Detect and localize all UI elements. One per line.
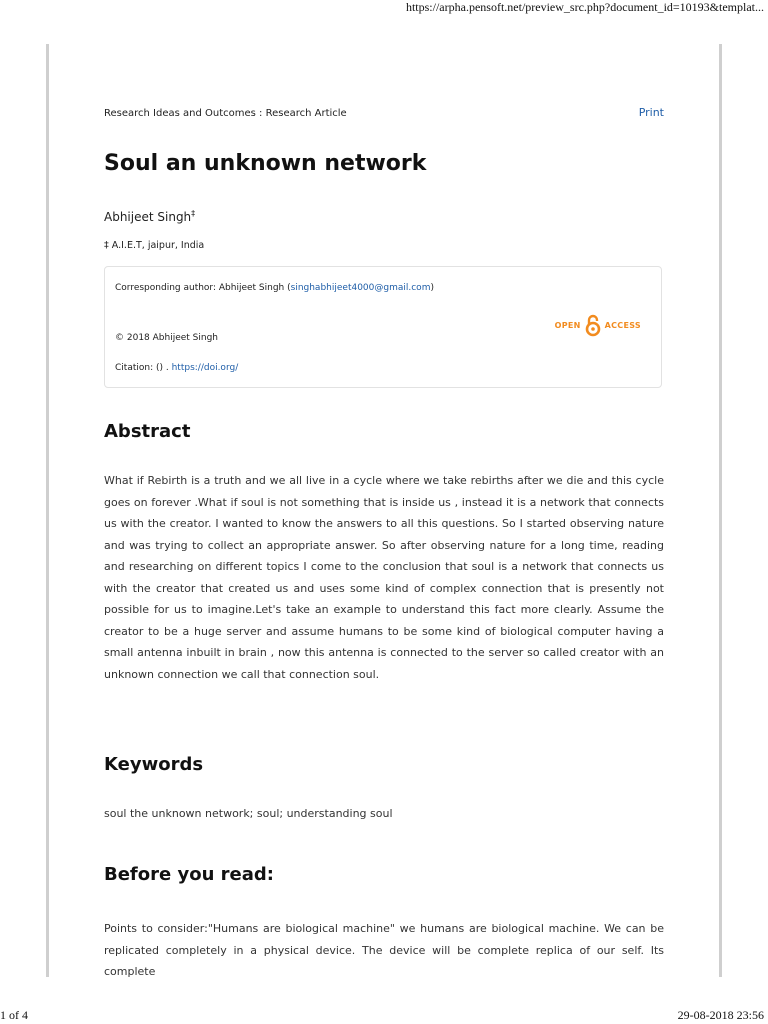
open-access-badge	[555, 314, 641, 336]
open-access-label-left: OPEN	[554, 320, 581, 330]
abstract-heading: Abstract	[104, 421, 191, 442]
page-border-left	[46, 44, 49, 977]
corresponding-label: Corresponding author: Abhijeet Singh (	[115, 283, 291, 293]
citation-label: Citation: () .	[115, 363, 169, 373]
page-counter: 1 of 4	[0, 1008, 28, 1022]
print-datetime: 29-08-2018 23:56	[677, 1008, 764, 1022]
author-line	[104, 209, 195, 224]
copyright-line: © 2018 Abhijeet Singh	[115, 333, 218, 343]
article-title: Soul an unknown network	[104, 151, 427, 176]
article-info-box	[104, 266, 662, 388]
corresponding-close: )	[430, 283, 434, 293]
author-name[interactable]: Abhijeet Singh	[104, 210, 192, 224]
keywords-text: soul the unknown network; soul; understanding soul	[104, 807, 393, 820]
page-border-right	[719, 44, 722, 977]
affiliation-line	[104, 240, 204, 251]
before-you-read-text: Points to consider:"Humans are biological machine" we humans are biological machine. We can be replicated completely in a physical device. The device will be complete replica of our self. Its complete	[104, 922, 664, 978]
abstract-text: What if Rebirth is a truth and we all live in a cycle where we take rebirths after we die and this cycle goes on forever .What if soul is not something that is inside us , instead it is a network that connects us with the creator. I wanted to know the answers to all this questions. So I started observing nature and was trying to collect an appropriate answer. So after observing nature for a long time, reading and researching on different topics I come to the conclusion that soul is a network that connects us with the creator that created us and uses some kind of complex connection that is presently not possible for us to imagine.Let's take an example to understand this fact more clearly. Assume the creator to be a huge server and assume humans to be some kind of biological computer having a small antenna inbuilt in brain , now this antenna is connected to the server so called creator with an unknown connection we call that connection soul.	[104, 474, 664, 681]
journal-line: Research Ideas and Outcomes : Research Article	[104, 108, 347, 119]
corresponding-author	[115, 283, 434, 293]
article-header-row	[104, 106, 664, 119]
author-affiliation-mark: ‡	[191, 209, 196, 218]
print-link[interactable]: Print	[638, 106, 664, 119]
open-access-lock-icon	[584, 314, 602, 336]
citation-line	[115, 363, 238, 373]
before-you-read-heading: Before you read:	[104, 864, 274, 885]
print-header-url: https://arpha.pensoft.net/preview_src.php?document_id=10193&templat...	[405, 0, 764, 14]
open-access-label-right: ACCESS	[604, 320, 641, 330]
keywords-heading: Keywords	[104, 754, 204, 775]
affiliation-text: A.I.E.T, jaipur, India	[111, 240, 205, 251]
citation-doi-link[interactable]: https://doi.org/	[171, 363, 239, 373]
affiliation-mark: ‡	[104, 240, 109, 251]
corresponding-email-link[interactable]: singhabhijeet4000@gmail.com	[290, 283, 431, 293]
